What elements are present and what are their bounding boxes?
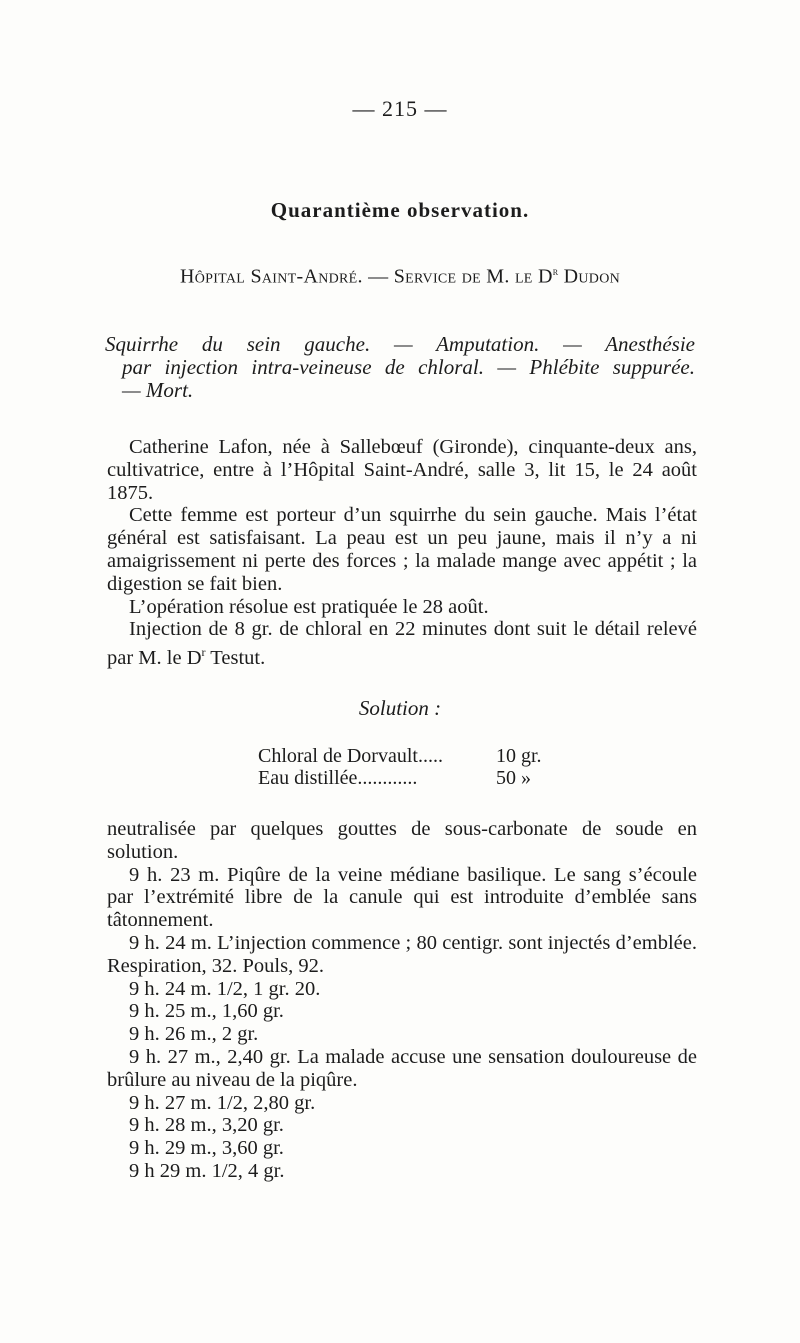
protocol-line: 9 h. 25 m., 1,60 gr.: [129, 1000, 284, 1023]
separator-dash: —: [362, 265, 394, 288]
paragraph-admission: Catherine Lafon, née à Sallebœuf (Gironde), cinquante-deux ans, cultivatrice, entre à l’Hôpital Saint-André, salle 3, lit 15, le 24 août 1875.: [107, 436, 697, 504]
protocol-line: 9 h. 29 m., 3,60 gr.: [129, 1137, 284, 1160]
protocol-line: 9 h. 28 m., 3,20 gr.: [129, 1114, 284, 1137]
protocol-line: 9 h. 24 m. L’injection commence ; 80 centigr. sont injectés d’emblée. Respiration, 32. Pouls, 92.: [107, 931, 697, 977]
injection-doctor-name: Testut.: [205, 647, 266, 669]
protocol-line: 9 h. 23 m. Piqûre de la veine médiane basilique. Le sang s’écoule par l’extrémité libre de la canule qui est introduite d’emblée sans tâtonnement.: [107, 863, 697, 932]
protocol-line: neutralisée par quelques gouttes de sous-carbonate de soude en solution.: [107, 818, 697, 863]
chapter-title: Quarantième observation.: [270, 198, 530, 222]
narrative-section: [107, 436, 697, 670]
doctor-abbrev-sup: r: [552, 264, 559, 278]
service-label: Service de M. le D: [393, 265, 553, 288]
paragraph-operation: L’opération résolue est pratiquée le 28 août.: [129, 595, 489, 618]
case-summary-line-1: Squirrhe du sein gauche. — Amputation. — Anesthésie: [105, 332, 695, 356]
doctor-name: Dudon: [558, 265, 621, 288]
injection-protocol: [107, 818, 697, 1183]
case-summary-line-2: par injection intra-veineuse de chloral. — Phlébite suppurée.: [122, 355, 695, 379]
recipe-quantity: 10 gr.: [496, 745, 542, 767]
recipe-quantity: 50 »: [496, 767, 531, 789]
protocol-line: 9 h. 26 m., 2 gr.: [129, 1023, 259, 1046]
protocol-line: 9 h. 27 m. 1/2, 2,80 gr.: [129, 1091, 316, 1114]
injection-text: Injection de 8 gr. de chloral en 22 minutes dont suit le détail relevé par M. le D: [107, 618, 697, 669]
recipe-ingredient: Chloral de Dorvault.....: [258, 745, 443, 767]
hospital-service-line: [0, 264, 800, 289]
case-summary: [105, 333, 695, 402]
protocol-line: 9 h 29 m. 1/2, 4 gr.: [129, 1159, 285, 1182]
paragraph-condition: Cette femme est porteur d’un squirrhe du sein gauche. Mais l’état général est satisfaisant. La peau est un peu jaune, mais il n’y a ni amaigrissement ni perte des forces ; la malade mange avec appétit ; la digestion se fait bien.: [107, 504, 697, 595]
paragraph-injection: [107, 618, 697, 669]
recipe-ingredient: Eau distillée............: [258, 767, 418, 789]
doctor-abbrev-sup: r: [201, 645, 206, 660]
recipe-row: [258, 767, 542, 789]
solution-title: Solution :: [358, 696, 442, 720]
protocol-line: 9 h. 24 m. 1/2, 1 gr. 20.: [129, 977, 321, 1000]
page-number: — 215 —: [352, 96, 448, 121]
case-summary-line-3: — Mort.: [122, 378, 194, 402]
hospital-name: Hôpital Saint-André.: [179, 265, 363, 288]
recipe-table: [258, 745, 542, 789]
recipe-row: [258, 745, 542, 767]
protocol-line: 9 h. 27 m., 2,40 gr. La malade accuse une sensation douloureuse de brûlure au niveau de la piqûre.: [107, 1045, 697, 1091]
